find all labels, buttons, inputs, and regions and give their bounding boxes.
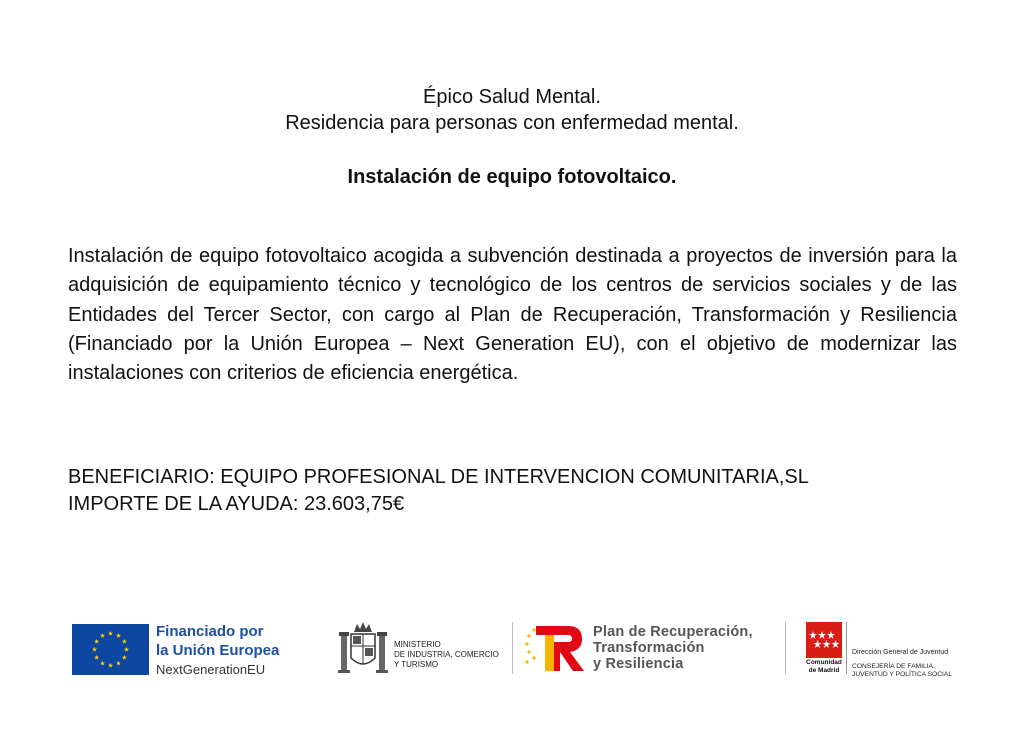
comunidad-madrid-flag-icon [806, 622, 842, 658]
eu-star-icon [100, 661, 105, 666]
logo-divider [512, 622, 513, 674]
eu-star-icon [94, 639, 99, 644]
eu-star-icon [108, 663, 113, 668]
eu-star-icon [124, 647, 129, 652]
eu-star-icon [116, 633, 121, 638]
eu-star-icon [92, 647, 97, 652]
recovery-plan-tr-icon [522, 622, 586, 674]
plan-line2: Transformación [593, 640, 705, 656]
department-name: Dirección General de Juventud [852, 649, 949, 656]
comunidad-madrid-name [800, 659, 848, 674]
logo-divider [846, 622, 847, 674]
ministry-line2: DE INDUSTRIA, COMERCIO [394, 650, 499, 659]
page-title: Instalación de equipo fotovoltaico. [347, 166, 677, 188]
madrid-department-text [852, 648, 952, 679]
eu-funding-line2: la Unión Europea [156, 642, 280, 659]
beneficiary-line: BENEFICIARIO: EQUIPO PROFESIONAL DE INTERVENCION COMUNITARIA,SL [68, 466, 809, 488]
ministry-line1: MINISTERIO [394, 640, 441, 649]
madrid-name-line1: Comunidad [806, 659, 842, 666]
eu-star-icon [116, 661, 121, 666]
eu-flag-icon [72, 624, 149, 675]
eu-funding-line3: NextGenerationEU [156, 662, 266, 677]
ministry-logo-text [394, 640, 499, 670]
organization-description: Residencia para personas con enfermedad mental. [285, 112, 739, 134]
eu-funding-logo-text [156, 622, 279, 680]
ministry-line3: Y TURISMO [394, 660, 439, 669]
eu-star-icon [122, 639, 127, 644]
logo-divider [785, 622, 786, 674]
organization-name: Épico Salud Mental. [423, 86, 601, 108]
description-paragraph: Instalación de equipo fotovoltaico acogida a subvención destinada a proyectos de inversión para la adquisición de equipamiento técnico y tecnológico de los centros de servicios sociales y de las Entidades del Tercer Sector, con cargo al Plan de Recuperación, Transformación y Resiliencia (Financiado por la Unión Europea – Next Generation EU), con el objetivo de modernizar las instalaciones con criterios de eficiencia energética. [68, 245, 957, 385]
council-line2: JUVENTUD Y POLÍTICA SOCIAL [852, 671, 953, 678]
recovery-plan-logo-text [593, 624, 753, 672]
eu-star-icon [108, 631, 113, 636]
spain-coat-of-arms-icon [338, 620, 388, 676]
council-line1: CONSEJERÍA DE FAMILIA, [852, 663, 935, 670]
eu-star-icon [122, 655, 127, 660]
eu-funding-line1: Financiado por [156, 623, 264, 640]
madrid-name-line2: de Madrid [808, 666, 840, 674]
eu-star-icon [100, 633, 105, 638]
plan-line1: Plan de Recuperación, [593, 624, 753, 640]
aid-amount-line: IMPORTE DE LA AYUDA: 23.603,75€ [68, 493, 405, 515]
plan-line3: y Resiliencia [593, 656, 684, 672]
eu-star-icon [94, 655, 99, 660]
